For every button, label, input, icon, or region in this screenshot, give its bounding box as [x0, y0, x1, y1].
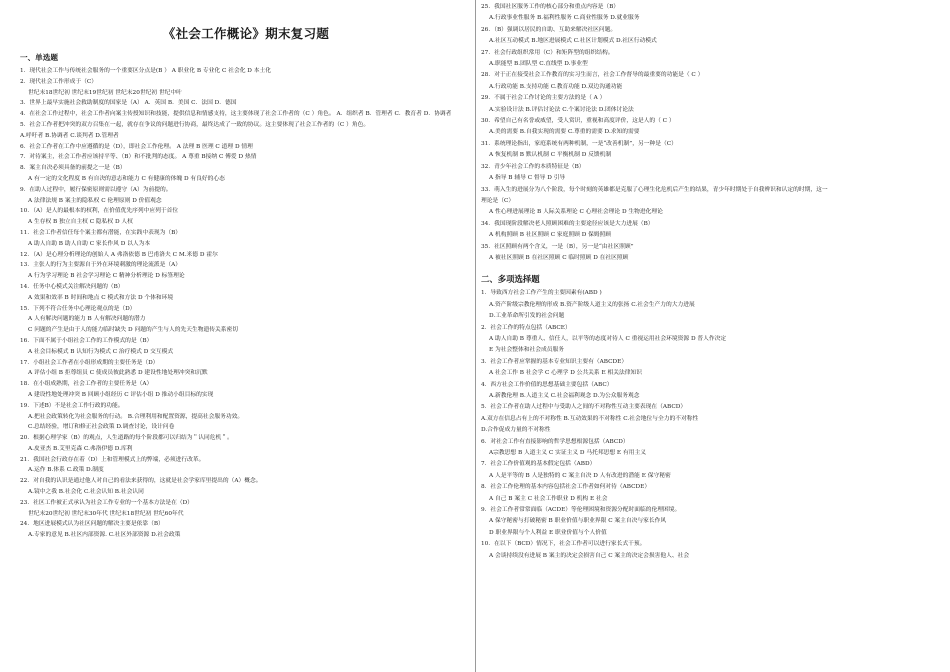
- text-line: A.运作 B.体系 C.政策 D.制度: [28, 467, 104, 474]
- text-line: 世纪末20世纪初 世纪末30年代 世纪末18世纪初 世纪60年代: [28, 510, 184, 517]
- right-column: [481, 2, 941, 562]
- text-line: E 为社会整体和社会成员服务: [489, 347, 565, 354]
- text-line: C 问题的产生是由于人的能力临时缺失 D 问题的产生与人的先天生物遗传关系密切: [28, 327, 238, 334]
- text-line: 34．我国现阶段解决老人照顾困难的主要途径应该是大力进展（B）: [481, 220, 654, 227]
- text-line: A 人是平等的 B 人是独特的 C 案主自决 D 人有改进的潜能 E 保守秘密: [489, 472, 671, 479]
- text-line: A.双方在信息占有上的不对称性 B.互动效果的不对称性 C.社会地位与全力的不对称性: [481, 415, 699, 422]
- text-line: A 保守秘密与打破秘密 B 职业价值与职业界限 C 案主自决与家长作风: [489, 518, 667, 525]
- text-line: A 社会目标模式 B 认知行为模式 C 治疗模式 D 交互模式: [28, 348, 174, 355]
- text-line: A.实验设计法 B.评估讨论法 C.个案讨论法 D.团体讨论法: [489, 106, 634, 113]
- text-line: 16．下面不属于小组社会工作的工作模式的是（B）: [20, 337, 153, 344]
- text-line: 3．世界上最早实施社会救助制度的国家是（A） A．英国 B．美国 C．法国 D．德国: [20, 100, 237, 107]
- text-line: A 行为学习理论 B 社会学习理论 C 精神分析理论 D 标签理论: [28, 273, 185, 280]
- section-heading-single-choice: 一、单选题: [20, 53, 58, 62]
- text-line: 26．（B）强调以居民的自助、互助来解决社区问题。: [481, 26, 617, 33]
- text-line: 13．主张人的行为主要源自于外在环境刺激的理论流派是（A）: [20, 262, 181, 269]
- text-line: 2．现代社会工作形成于（C）: [20, 78, 98, 85]
- right-question-list-multiple: [481, 288, 941, 562]
- text-line: A.把社会政策转化为社会服务的行动。 B.合理利用和配置资源，提高社会服务功效。: [28, 413, 244, 420]
- text-line: 8．社会工作伦理的基本内容包括社会工作者如何对待（ABCDE）: [481, 484, 651, 491]
- text-line: A.行政功能 B.支持功能 C.教育功能 D.双边沟通功能: [489, 83, 623, 90]
- text-line: A 效果和效率 B 时间和地点 C 模式和方法 D 个体和环境: [28, 294, 174, 301]
- text-line: 24．地区进展模式认为社区问题的解决主要是依靠（B）: [20, 521, 164, 528]
- text-line: 14．任务中心模式关注解决问题的（B）: [20, 283, 124, 290]
- text-line: A 被社区照顾 B 在社区照顾 C 临时照顾 D 在社区照顾: [489, 254, 629, 261]
- text-line: 19．下述B）不是社会工作行政的功能。: [20, 402, 124, 409]
- text-line: 6．社会工作者在工作中应遵循的是（D），即社会工作伦理。 A 法理 B 医理 C 道理 D 情理: [20, 143, 253, 150]
- text-line: 23．社区工作被正式承认为社会工作专业的一个基本方法是在（D）: [20, 499, 193, 506]
- text-line: 28．对于正在接受社会工作教育的实习生而言，社会工作督导的最重要的功能是（ C ）: [481, 72, 704, 79]
- text-line: A 助人自助 B 尊重人、信任人，以平等的态度对待人 C 重视运用社会环境资源 D 普人作决定: [489, 335, 727, 342]
- text-line: 11．社会工作者信任每个案主都有潜能，在实践中表现为（B）: [20, 229, 182, 236]
- text-line: 4．西方社会工作价值的思想基础主要包括（ABC）: [481, 381, 613, 388]
- text-line: 1．现代社会工作与传统社会服务的一个重要区分点是(B ） A 职业化 B 专业化 C 社会化 D 本土化: [20, 68, 271, 74]
- text-line: 35．社区照顾有两个含义，一是（B），另一是“由社区照顾”: [481, 243, 634, 250]
- text-line: A 自己 B 案主 C 社会工作职业 D 机构 E 社会: [489, 495, 608, 502]
- text-line: A.社区互动模式 B.地区进展模式 C.社区计划模式 D.社区行动模式: [489, 38, 657, 45]
- text-line: A.行政事业性服务 B.福利性服务 C.商业性服务 D.就业服务: [489, 15, 640, 22]
- column-divider: [475, 0, 476, 672]
- text-line: A.专家的意见 B.社区内部资源. C.社区外部资源 D.社会政策: [28, 532, 181, 539]
- text-line: A 会谈持续没有进展 B 案主的决定会损害自己 C 案主的决定会损害他人、社会: [489, 552, 690, 559]
- left-question-list: [20, 66, 472, 541]
- text-line: 25．我国社区服务工作的核心部分和重点内容是（B）: [481, 4, 620, 10]
- text-line: A.美的需要 B.自我实现的需要 C.尊重的需要 D.求知的需要: [489, 129, 640, 136]
- text-line: 33．萌入生的进展分为八个阶段，每个时刻的英雄都是克服了心理生化危机后产生的结果，青少年时期处于自我辨识和认定的时期，这一: [481, 186, 828, 193]
- text-line: 31．系统理论指出，家庭系统有两种机制，一是“改善机制”，另一种是（C）: [481, 140, 677, 147]
- text-line: 9．社会工作者常常面临（ACDE）等伦理困境和资源分配时面临的伦理困境。: [481, 507, 681, 514]
- text-line: A 有一定的文化程度 B 有自决的意志和能力 C 有健康的体魄 D 有良好的心态: [28, 175, 225, 182]
- text-line: 2．社会工作的特点包括（ABCE）: [481, 324, 571, 331]
- text-line: 8．案主自决必须具备的前提之一是（B）: [20, 165, 126, 172]
- text-line: 5．社会工作者把冲突的双方召集在一起，就存在争议的问题进行协商，最终达成了一致的协议。这主要体现了社会工作者的（C ）角色。: [20, 121, 370, 128]
- text-line: 32．青少年社会工作的本质特征是（B）: [481, 163, 585, 170]
- text-line: 10．（A）是人的最根本的权利，在价值优先序列中应列于首位: [20, 208, 179, 215]
- text-line: 4．在社会工作过程中，社会工作者向案主传授知识和技能，提供信息和情感支持，这主要体现了社会工作者的（C ）角色。 A．组织者 B．管理者 C．教育者 D．协调者: [20, 111, 452, 118]
- text-line: 3．社会工作者应掌握的基本专业知识主要有（ABCDE）: [481, 358, 628, 365]
- text-line: 7．对待案主，社会工作者应该持平等、（B）和不批判的态度。 A 尊重 B接纳 C 傅爱 D 热情: [20, 154, 257, 161]
- text-line: 21．我国社会行政存在着（D）上和管理模式上的弊端，必须进行改革。: [20, 456, 205, 463]
- text-line: D.工业革命所引发的社会问题: [489, 313, 565, 320]
- text-line: A 助人自助 B 助人自助 C 家长作风 D 以人为本: [28, 240, 151, 247]
- text-line: A 法律法规 B 案主的隐私权 C 伦理原则 D 价值观念: [28, 197, 162, 204]
- text-line: 9．在助人过程中，履行保密原则需以遵守（A）为前提的。: [20, 186, 172, 193]
- document-title: 《社会工作概论》期末复习题: [162, 26, 330, 41]
- text-line: 6．对社会工作有直接影响的哲学思想根源包括（ABCD）: [481, 438, 629, 445]
- text-line: A.镜中之我 B.社会化 C.社会认知 B.社会认同: [28, 489, 144, 496]
- text-line: 7．社会工作价值观的基本假定包括（ABD）: [481, 461, 596, 468]
- text-line: A 指导 B 辅导 C 督导 D 引导: [489, 175, 566, 182]
- text-line: 30．希望自己有名誉或威望，受人赏识，重视和高度评价，这是人的（ C ）: [481, 118, 675, 125]
- text-line: 5．社会工作者在助人过程中与受助人之间的不对称性互动主要表现在（ABCD）: [481, 404, 687, 411]
- text-line: A.呼吁者 B.协调者 C.谈判者 D.管理者: [20, 132, 119, 139]
- text-line: 1．导致西方社会工作产生的主要因素有(ABD ): [481, 290, 602, 297]
- text-line: 29．不属于社会工作讨论的主要方法的是（ A ）: [481, 95, 606, 102]
- text-line: 12．（A）是心理分析理论的创始人 A 弗洛依德 B 巴甫洛夫 C M.米德 D 霍尔: [20, 251, 218, 258]
- right-question-list-single: [481, 2, 941, 264]
- text-line: A.职能型 B.团队型 C.直线型 D.事业型: [489, 61, 588, 68]
- section-heading-multiple-choice: 二、多项选择题: [481, 274, 540, 285]
- text-line: D.合作促成力量的不对称性: [481, 427, 551, 434]
- text-line: 理论是（C）: [481, 197, 515, 204]
- text-line: 10．在以下（BCD）情况下，社会工作者可以进行家长式干预。: [481, 541, 646, 548]
- text-line: 27．社会行政组织常用（C）和矩阵型的组织结构。: [481, 49, 614, 56]
- left-column: [20, 24, 472, 541]
- text-line: 15．下列不符合任务中心理论观点的是（D）: [20, 305, 136, 312]
- text-line: 22．对自我的认识是通过他人对自己的看法来获得的，这就是社会学家库里提出的（A）概念。: [20, 478, 262, 485]
- text-line: 20．根据心理学家（B）的观点，人生道路的每个阶段都可以归结为＂认同危机＂。: [20, 435, 233, 442]
- text-line: A.皮亚杰 B.艾里克森 C.弗洛伊德 D.库利: [28, 445, 133, 452]
- text-line: A 人有解决问题的能力 B 人有解决问题的潜力: [28, 316, 146, 323]
- text-line: 17．小组社会工作者在小组形成期的主要任务是（D）: [20, 359, 159, 366]
- text-line: A 社会工作 B 社会学 C 心理学 D 公共关系 E 相关法律知识: [489, 370, 643, 377]
- text-line: A 生存权 B 独立自主权 C 隐私权 D 人权: [28, 219, 133, 226]
- text-line: A 评估小组 B 拒尊组员 C 使成员彼此熟悉 D 建设性地处理冲突和沉默: [28, 370, 208, 377]
- text-line: A 性心理进展理论 B 人际关系理论 C 心理社会理论 D 生物进化理论: [489, 209, 663, 216]
- text-line: A宗教思想 B 人道主义 C 实证主义 D 马托邦思想 E 有用主义: [489, 450, 646, 457]
- text-line: A.资产阶级宗教伦理的形成 B.资产阶级人道主义的张扬 C.社会生产力的大力进展: [489, 301, 695, 308]
- text-line: A 机构照顾 B 社区照顾 C 家庭照顾 D 保姆照顾: [489, 232, 612, 239]
- text-line: 18．在小组成熟期，社会工作者的主要任务是（A）: [20, 381, 153, 388]
- text-line: C.总结经验，增订和修正社会政策 D.调查讨论，设计问卷: [28, 424, 175, 431]
- text-line: A 恢复机制 B 默认机制 C 平衡机制 D 反馈机制: [489, 152, 612, 159]
- text-line: A 建设性地处理冲突 B 回顾小组经历 C 评估小组 D 推动小组目标的实现: [28, 391, 214, 398]
- text-line: 世纪末18世纪初 世纪末19世纪初 世纪末20世纪初 世纪中叶: [28, 89, 182, 96]
- text-line: A.新教伦理 B.人道主义 C.社会福利观念 D.为公众服务观念: [489, 393, 640, 399]
- text-line: D 职业界限与个人利益 E 职业价值与个人价值: [489, 529, 607, 536]
